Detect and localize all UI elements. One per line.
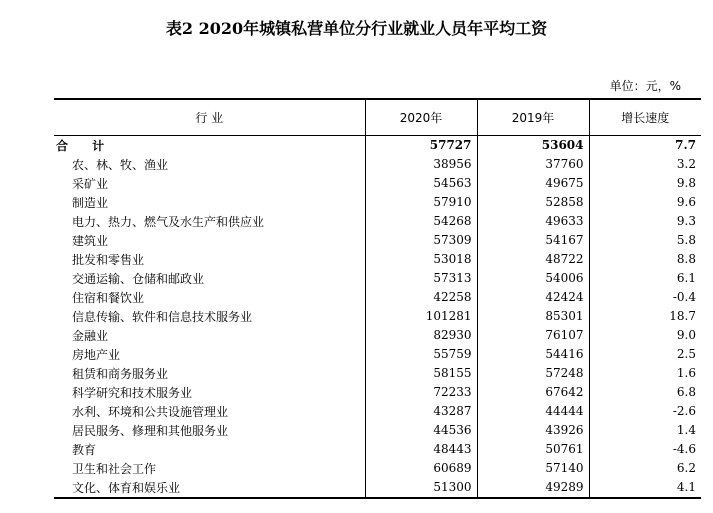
wage-table-container	[54, 98, 701, 499]
table-row	[54, 307, 701, 326]
table-row	[54, 383, 701, 402]
growth-cell: 1.4	[589, 421, 701, 440]
industry-cell: 卫生和社会工作	[72, 461, 157, 476]
industry-cell: 合 计	[56, 138, 115, 153]
industry-cell: 金融业	[72, 328, 109, 343]
value-2019-cell: 49289	[477, 478, 589, 498]
unit-label: 单位：元，%	[609, 79, 681, 93]
growth-cell: 9.8	[589, 174, 701, 193]
industry-cell: 房地产业	[72, 347, 121, 362]
growth-cell: 9.6	[589, 193, 701, 212]
table-row-total	[54, 135, 701, 155]
value-2020-cell: 55759	[365, 345, 477, 364]
table-row	[54, 212, 701, 231]
value-2020-cell: 54563	[365, 174, 477, 193]
growth-cell: 3.2	[589, 155, 701, 174]
industry-cell: 居民服务、修理和其他服务业	[72, 423, 229, 438]
table-row	[54, 459, 701, 478]
industry-cell: 电力、热力、燃气及水生产和供应业	[72, 214, 265, 229]
table-row	[54, 326, 701, 345]
value-2020-cell: 54268	[365, 212, 477, 231]
value-2019-cell: 44444	[477, 402, 589, 421]
table-row	[54, 174, 701, 193]
header-2019: 2019年	[477, 99, 589, 135]
value-2019-cell: 76107	[477, 326, 589, 345]
growth-cell: -2.6	[589, 402, 701, 421]
table-row	[54, 421, 701, 440]
value-2019-cell: 49675	[477, 174, 589, 193]
growth-cell: 7.7	[589, 135, 701, 155]
value-2019-cell: 50761	[477, 440, 589, 459]
table-row	[54, 345, 701, 364]
industry-cell: 信息传输、软件和信息技术服务业	[72, 309, 253, 324]
industry-cell: 租赁和商务服务业	[72, 366, 169, 381]
growth-cell: -4.6	[589, 440, 701, 459]
value-2020-cell: 57309	[365, 231, 477, 250]
industry-cell: 制造业	[72, 195, 109, 210]
value-2019-cell: 67642	[477, 383, 589, 402]
table-row	[54, 155, 701, 174]
value-2020-cell: 51300	[365, 478, 477, 498]
value-2020-cell: 57910	[365, 193, 477, 212]
value-2019-cell: 52858	[477, 193, 589, 212]
growth-cell: 9.3	[589, 212, 701, 231]
industry-cell: 文化、体育和娱乐业	[54, 478, 365, 498]
header-2020: 2020年	[365, 99, 477, 135]
industry-cell: 采矿业	[72, 176, 109, 191]
value-2020-cell: 48443	[365, 440, 477, 459]
table-row	[54, 440, 701, 459]
value-2019-cell: 49633	[477, 212, 589, 231]
table-row	[54, 402, 701, 421]
value-2020-cell: 42258	[365, 288, 477, 307]
value-2019-cell: 48722	[477, 250, 589, 269]
growth-cell: 6.1	[589, 269, 701, 288]
industry-cell: 农、林、牧、渔业	[72, 157, 169, 172]
growth-cell: 9.0	[589, 326, 701, 345]
table-row	[54, 269, 701, 288]
value-2019-cell: 57140	[477, 459, 589, 478]
industry-cell: 水利、环境和公共设施管理业	[72, 404, 229, 419]
growth-cell: 5.8	[589, 231, 701, 250]
table-row	[54, 364, 701, 383]
header-growth: 增长速度	[589, 99, 701, 135]
value-2019-cell: 54416	[477, 345, 589, 364]
industry-cell: 批发和零售业	[72, 252, 145, 267]
value-2020-cell: 43287	[365, 402, 477, 421]
value-2019-cell: 42424	[477, 288, 589, 307]
table-row	[54, 288, 701, 307]
growth-cell: 6.2	[589, 459, 701, 478]
industry-cell: 建筑业	[72, 233, 109, 248]
value-2020-cell: 53018	[365, 250, 477, 269]
table-row	[54, 478, 701, 498]
value-2019-cell: 43926	[477, 421, 589, 440]
table-body	[54, 135, 701, 498]
value-2020-cell: 57727	[365, 135, 477, 155]
table-row	[54, 250, 701, 269]
industry-cell: 住宿和餐饮业	[72, 290, 145, 305]
table-header-row	[54, 99, 701, 135]
value-2019-cell: 57248	[477, 364, 589, 383]
growth-cell: -0.4	[589, 288, 701, 307]
growth-cell: 18.7	[589, 307, 701, 326]
value-2020-cell: 58155	[365, 364, 477, 383]
value-2019-cell: 54167	[477, 231, 589, 250]
growth-cell: 1.6	[589, 364, 701, 383]
growth-cell: 2.5	[589, 345, 701, 364]
industry-cell: 科学研究和技术服务业	[72, 385, 193, 400]
header-industry: 行 业	[54, 99, 365, 135]
wage-table	[54, 98, 701, 499]
value-2019-cell: 54006	[477, 269, 589, 288]
value-2020-cell: 38956	[365, 155, 477, 174]
growth-cell: 8.8	[589, 250, 701, 269]
value-2020-cell: 44536	[365, 421, 477, 440]
value-2020-cell: 101281	[365, 307, 477, 326]
growth-cell: 6.8	[589, 383, 701, 402]
value-2020-cell: 72233	[365, 383, 477, 402]
table-row	[54, 231, 701, 250]
value-2020-cell: 57313	[365, 269, 477, 288]
growth-cell: 4.1	[589, 478, 701, 498]
value-2019-cell: 37760	[477, 155, 589, 174]
value-2019-cell: 85301	[477, 307, 589, 326]
page-title: 表2 2020年城镇私营单位分行业就业人员年平均工资	[165, 19, 548, 38]
table-row	[54, 193, 701, 212]
value-2020-cell: 82930	[365, 326, 477, 345]
industry-cell: 交通运输、仓储和邮政业	[72, 271, 205, 286]
industry-cell: 教育	[72, 442, 97, 457]
value-2019-cell: 53604	[477, 135, 589, 155]
value-2020-cell: 60689	[365, 459, 477, 478]
